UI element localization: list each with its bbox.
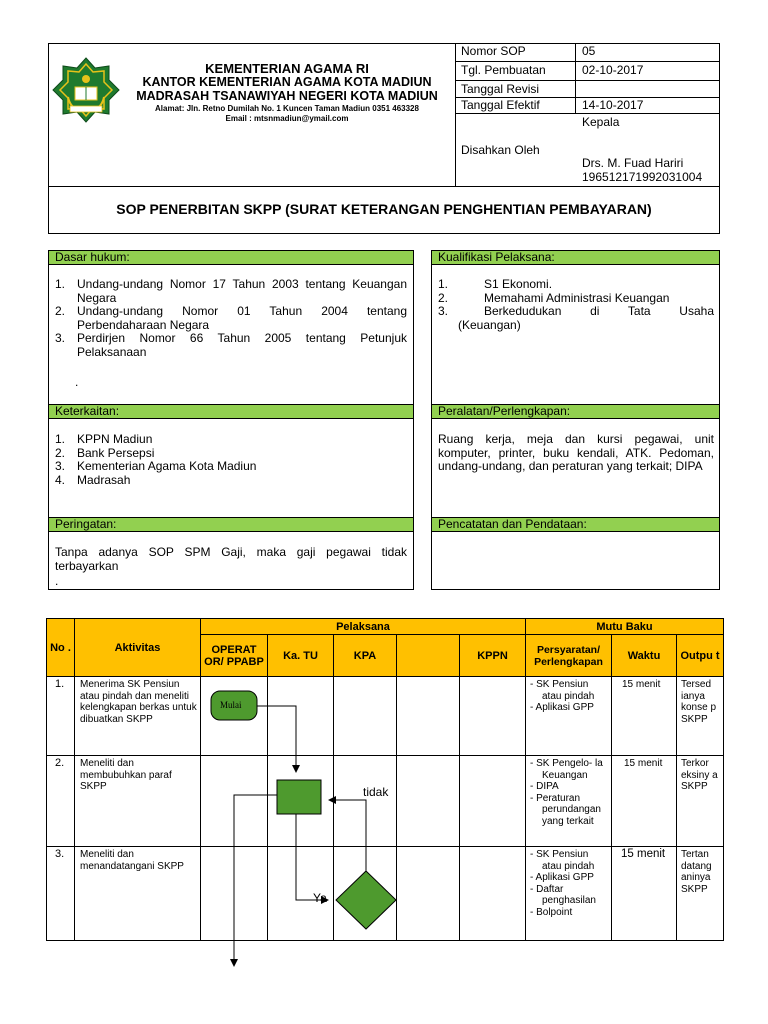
row-no: 1. [55, 678, 65, 690]
th-no: No . [46, 618, 75, 677]
th-operator: OPERAT OR/ PPABP [200, 634, 268, 677]
flow-decision-diamond [336, 871, 396, 929]
list-item: 3. Perdirjen Nomor 66 Tahun 2005 tentang Petunjuk Pelaksanaan [55, 331, 407, 359]
disahkan-nama: Drs. M. Fuad Hariri [582, 156, 684, 170]
dasar-hukum-header: Dasar hukum: [48, 250, 414, 265]
peringatan-trail: . [55, 574, 59, 588]
disahkan-jabatan: Kepala [582, 115, 620, 129]
row-waktu: 15 menit [624, 758, 663, 769]
meta-label: Tanggal Efektif [461, 98, 540, 112]
th-kppn: KPPN [459, 634, 526, 677]
sop-title: SOP PENERBITAN SKPP (SURAT KETERANGAN PENGHENTIAN PEMBAYARAN) [116, 201, 652, 217]
org-name-line1: KEMENTERIAN AGAMA RI [205, 61, 369, 76]
row-no: 3. [55, 848, 65, 860]
row-no: 2. [55, 757, 65, 769]
org-name-line2: KANTOR KEMENTERIAN AGAMA KOTA MADIUN [142, 75, 432, 89]
flow-connector [329, 800, 366, 871]
peralatan-text: Ruang kerja, meja dan kursi pegawai, unit komputer, printer, buku kendali, ATK. Pedoman, undang-undang, dan peraturan yang terkait; DIPA [438, 432, 714, 473]
row-aktivitas: Menerima SK Pensiun atau pindah dan meneliti kelengkapan berkas untuk dibuatkan SKPP [80, 679, 197, 725]
list-item: 2. Memahami Administrasi Keuangan [438, 290, 670, 305]
disahkan-nip: 196512171992031004 [582, 170, 703, 184]
list-item: 1. KPPN Madiun [55, 432, 153, 446]
flow-tidak-label: tidak [363, 785, 389, 799]
row-output: Tertan datang aninya SKPP [681, 849, 712, 895]
peralatan-header: Peralatan/Perlengkapan: [431, 404, 720, 419]
meta-value: 14-10-2017 [582, 98, 644, 112]
meta-value: 05 [582, 44, 596, 58]
th-persyaratan: Persyaratan/ Perlengkapan [525, 634, 612, 677]
row-waktu: 15 menit [621, 848, 666, 860]
list-item: 4. Madrasah [55, 472, 131, 487]
peringatan-text: Tanpa adanya SOP SPM Gaji, maka gaji pegawai tidak terbayarkan [55, 545, 407, 573]
org-address: Alamat: Jln. Retno Dumilah No. 1 Kuncen Taman Madiun 0351 463328 [155, 104, 419, 113]
meta-label: Tgl. Pembuatan [461, 63, 546, 77]
row-output: Terkor eksiny a SKPP [681, 758, 718, 792]
kualifikasi-header: Kualifikasi Pelaksana: [431, 250, 720, 265]
th-aktivitas: Aktivitas [74, 618, 201, 677]
list-item-continuation: (Keuangan) [458, 317, 521, 332]
flow-connector [257, 706, 296, 772]
disahkan-label: Disahkan Oleh [461, 143, 540, 157]
org-name-line3: MADRASAH TSANAWIYAH NEGERI KOTA MADIUN [136, 89, 438, 103]
th-output: Outpu t [676, 634, 724, 677]
th-mutu-baku: Mutu Baku [525, 618, 724, 635]
meta-value: 02-10-2017 [582, 63, 644, 77]
keterkaitan-header: Keterkaitan: [48, 404, 414, 419]
list-item: 3. Kementerian Agama Kota Madiun [55, 459, 257, 473]
pencatatan-header: Pencatatan dan Pendataan: [431, 517, 720, 532]
peringatan-header: Peringatan: [48, 517, 414, 532]
list-item: 3. Berkedudukan di Tata Usaha [438, 304, 714, 318]
meta-label: Tanggal Revisi [461, 82, 540, 96]
dasar-hukum-trail: . [75, 375, 79, 389]
th-katu: Ka. TU [267, 634, 334, 677]
flow-connector [296, 814, 328, 900]
flow-connector [234, 795, 277, 966]
row-persyaratan: - SK Pengelo- la Keuangan - DIPA - Peraturan perundangan yang terkait [530, 758, 603, 827]
list-item: 1. S1 Ekonomi. [438, 277, 553, 291]
th-kpa: KPA [333, 634, 397, 677]
row-persyaratan: - SK Pensiun atau pindah - Aplikasi GPP [530, 679, 595, 713]
flow-start-label: Mulai [220, 700, 242, 710]
th-waktu: Waktu [611, 634, 677, 677]
row-aktivitas: Meneliti dan membubuhkan paraf SKPP [80, 758, 172, 792]
row-aktivitas: Meneliti dan menandatangani SKPP [80, 849, 184, 872]
row-persyaratan: - SK Pensiun atau pindah - Aplikasi GPP - Daftar penghasilan - Bolpoint [530, 849, 596, 918]
row-output: Tersed ianya konse p SKPP [681, 679, 717, 725]
flow-ya-label: Ya [313, 891, 327, 905]
flow-process-box [277, 780, 321, 814]
list-item: 2. Undang-undang Nomor 01 Tahun 2004 tentang Perbendaharaan Negara [55, 304, 407, 332]
row-waktu: 15 menit [622, 679, 661, 690]
meta-label: Nomor SOP [461, 44, 526, 58]
list-item: 2. Bank Persepsi [55, 445, 155, 460]
th-pelaksana: Pelaksana [200, 618, 526, 635]
org-email: Email : mtsnmadiun@ymail.com [225, 114, 349, 123]
list-item: 1. Undang-undang Nomor 17 Tahun 2003 tentang Keuangan Negara [55, 277, 407, 305]
